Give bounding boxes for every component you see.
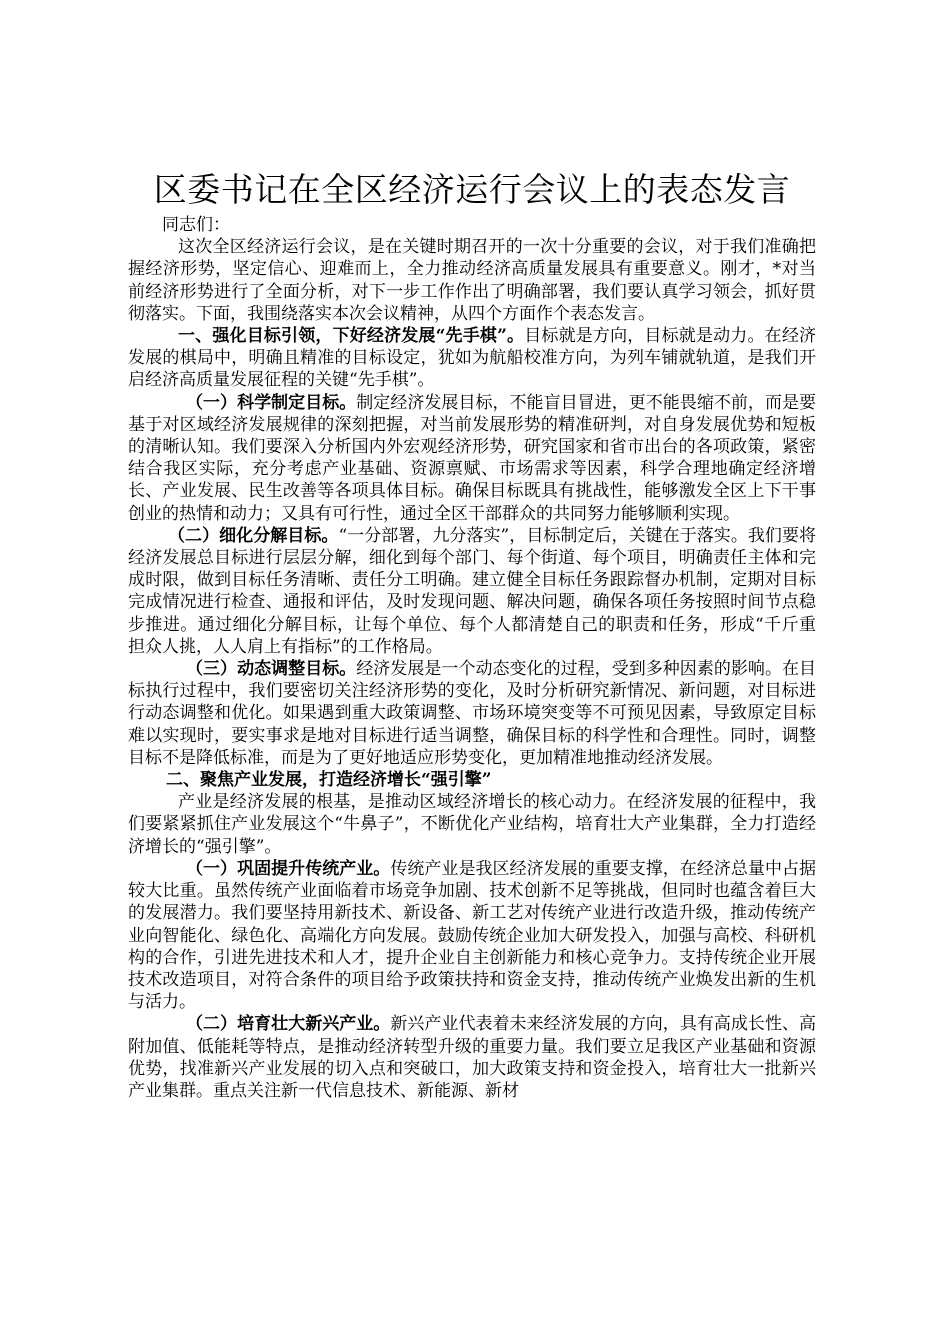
subsection-1-3-heading: （三）动态调整目标。	[186, 659, 357, 680]
subsection-1-3-body: 经济发展是一个动态变化的过程，受到多种因素的影响。在目标执行过程中，我们要密切关注经济形势的变化，及时分析研究新情况、新问题，对目标进行动态调整和优化。如果遇到重大政策调整、市场环境突变等不可预见因素，导致原定目标难以实现时，要实事求是地对目标进行适当调整，确保目标的科学性和合理性。同时，调整目标不是降低标准，而是为了更好地适应形势变化，更加精准地推动经济发展。	[128, 659, 817, 768]
document-page	[128, 168, 816, 1102]
document-title: 区委书记在全区经济运行会议上的表态发言	[153, 170, 791, 209]
subsection-1-3-paragraph	[128, 658, 816, 769]
section-2-body: 产业是经济发展的根基，是推动区域经济增长的核心动力。在经济发展的征程中，我们要紧紧抓住产业发展这个“牛鼻子”，不断优化产业结构，培育壮大产业集群，全力打造经济增长的“强引擎”。	[128, 792, 816, 857]
subsection-1-1-paragraph	[128, 392, 816, 525]
section-2-heading: 二、聚焦产业发展，打造经济增长“强引擎”	[166, 770, 492, 791]
subsection-2-1-body: 传统产业是我区经济发展的重要支撑，在经济总量中占据较大比重。虽然传统产业面临着市场竞争加剧、技术创新不足等挑战，但同时也蕴含着巨大的发展潜力。我们要坚持用新技术、新设备、新工艺对传统产业进行改造升级，推动传统产业向智能化、绿色化、高端化方向发展。鼓励传统企业加大研发投入，加强与高校、科研机构的合作，引进先进技术和人才，提升企业自主创新能力和核心竞争力。支持传统企业开展技术改造项目，对符合条件的项目给予政策扶持和资金支持，推动传统产业焕发出新的生机与活力。	[128, 858, 817, 1013]
subsection-1-2-paragraph	[128, 525, 816, 658]
intro-paragraph: 这次全区经济运行会议，是在关键时期召开的一次十分重要的会议，对于我们准确把握经济形势，坚定信心、迎难而上，全力推动经济高质量发展具有重要意义。刚才，*对当前经济形势进行了全面分析，对下一步工作作出了明确部署，我们要认真学习领会，抓好贯彻落实。下面，我围绕落实本次会议精神，从四个方面作个表态发言。	[128, 237, 816, 324]
subsection-1-1-body: 制定经济发展目标，不能盲目冒进，更不能畏缩不前，而是要基于对区域经济发展规律的深刻把握，对当前发展形势的精准研判，对自身发展优势和短板的清晰认知。我们要深入分析国内外宏观经济形势，研究国家和省市出台的各项政策，紧密结合我区实际，充分考虑产业基础、资源禀赋、市场需求等因素，科学合理地确定经济增长、产业发展、民生改善等各项具体目标。确保目标既具有挑战性，能够激发全区上下干事创业的热情和动力；又具有可行性，通过全区干部群众的共同努力能够顺利实现。	[128, 392, 817, 524]
subsection-1-1-heading: （一）科学制定目标。	[186, 392, 357, 413]
section-1-heading: 一、强化目标引领，下好经济发展“先手棋”。	[178, 326, 525, 347]
greeting: 同志们：	[162, 215, 230, 235]
section-1-paragraph	[128, 325, 816, 392]
subsection-2-1-heading: （一）巩固提升传统产业。	[186, 858, 391, 879]
subsection-2-2-heading: （二）培育壮大新兴产业。	[186, 1014, 391, 1035]
subsection-1-2-body: “一分部署，九分落实”，目标制定后，关键在于落实。我们要将经济发展总目标进行层层分解，细化到每个部门、每个街道、每个项目，明确责任主体和完成时限，做到目标任务清晰、责任分工明确。建立健全目标任务跟踪督办机制，定期对目标完成情况进行检查、通报和评估，及时发现问题、解决问题，确保各项任务按照时间节点稳步推进。通过细化分解目标，让每个单位、每个人都清楚自己的职责和任务，形成“千斤重担众人挑，人人肩上有指标”的工作格局。	[128, 525, 817, 657]
subsection-1-2-heading: （二）细化分解目标。	[168, 525, 339, 546]
subsection-2-1-paragraph	[128, 858, 816, 1013]
section-1-body: 目标就是方向，目标就是动力。在经济发展的棋局中，明确且精准的目标设定，犹如为航船校准方向，为列车铺就轨道，是我们开启经济高质量发展征程的关键“先手棋”。	[128, 326, 817, 391]
subsection-2-2-paragraph	[128, 1013, 816, 1102]
subsection-2-2-body: 新兴产业代表着未来经济发展的方向，具有高成长性、高附加值、低能耗等特点，是推动经济转型升级的重要力量。我们要立足我区产业基础和资源优势，找准新兴产业发展的切入点和突破口，加大政策支持和资金投入，培育壮大一批新兴产业集群。重点关注新一代信息技术、新能源、新材	[128, 1014, 817, 1101]
